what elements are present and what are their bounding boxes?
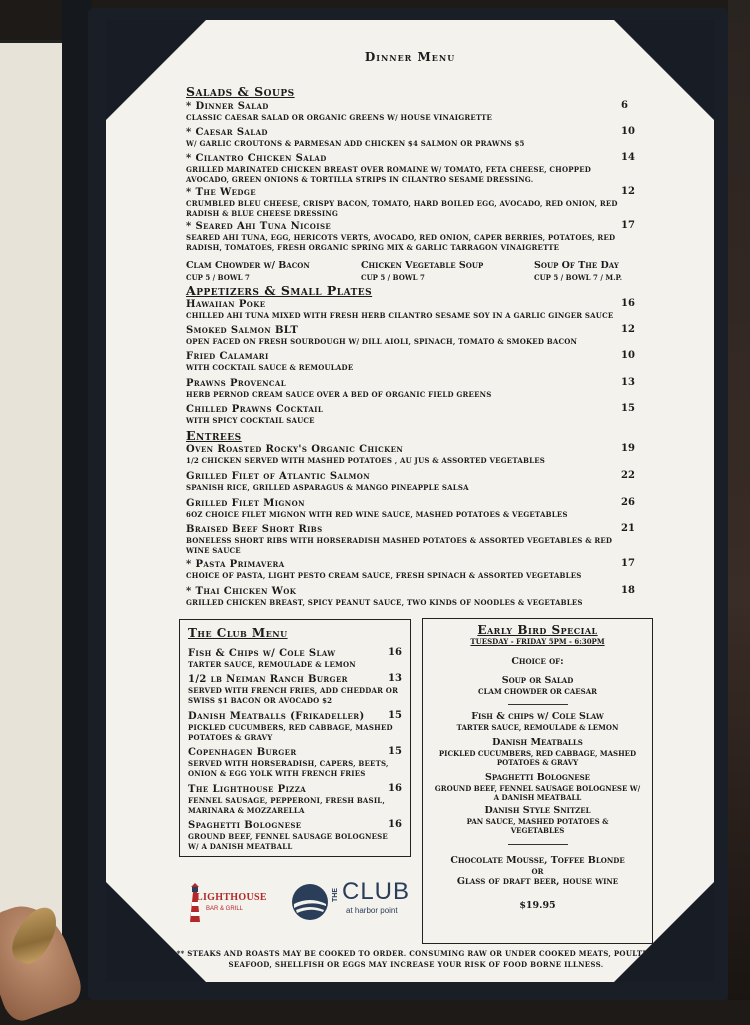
club-emblem-icon <box>290 882 330 922</box>
early-bird-item-description: TARTER SAUCE, REMOULADE & LEMON <box>456 723 619 732</box>
item-description: SERVED WITH HORSERADISH, CAPERS, BEETS, ONION & EGG YOLK WITH FRENCH FRIES <box>188 759 389 778</box>
menu-sheet <box>106 20 714 982</box>
item-name: 1/2 lb Neiman Ranch Burger <box>188 674 348 685</box>
club-item <box>188 783 400 816</box>
dessert-line: Chocolate Mousse, Toffee Blonde <box>450 854 625 866</box>
early-bird-item-description: GROUND BEEF, FENNEL SAUSAGE BOLOGNESE W/ A DANISH MEATBALL <box>434 783 641 802</box>
item-price: 10 <box>621 126 635 137</box>
item-name: Grilled Filet Mignon <box>186 498 305 509</box>
item-price: 16 <box>388 819 402 830</box>
club-item <box>188 819 400 852</box>
item-price: 17 <box>621 558 635 569</box>
choice-label: Choice of: <box>511 655 564 667</box>
club-logo-the: THE <box>332 888 339 902</box>
menu-item <box>186 324 636 347</box>
item-price: 12 <box>621 186 635 197</box>
item-price: 18 <box>621 585 635 596</box>
menu-item <box>186 152 636 185</box>
menu-item <box>186 100 636 123</box>
item-description: SPANISH RICE, GRILLED ASPARAGUS & MANGO PINEAPPLE SALSA <box>186 483 469 492</box>
item-name: Hawaiian Poke <box>186 299 266 310</box>
soup-name: Soup Of The Day <box>534 260 619 271</box>
item-name: * Pasta Primavera <box>186 559 285 570</box>
club-logo-name: CLUB <box>342 878 411 905</box>
item-name: Copenhagen Burger <box>188 747 297 758</box>
menu-item <box>186 470 636 493</box>
item-price: 16 <box>388 647 402 658</box>
item-description: GRILLED CHICKEN BREAST, SPICY PEANUT SAUCE, TWO KINDS OF NOODLES & VEGETABLES <box>186 598 583 607</box>
dessert-or: OR <box>531 866 544 876</box>
corner-pocket <box>106 20 206 120</box>
starter-description: CLAM CHOWDER OR CAESAR <box>478 686 597 696</box>
item-description: CRUMBLED BLEU CHEESE, CRISPY BACON, TOMATO, HARD BOILED EGG, AVOCADO, RED ONION, RED RADISH & BLUE CHEESE DRESSING <box>186 199 618 218</box>
item-name: Fried Calamari <box>186 351 269 362</box>
club-item <box>188 710 400 743</box>
item-price: 14 <box>621 152 635 163</box>
item-name: Smoked Salmon BLT <box>186 325 299 336</box>
soup-name: Chicken Vegetable Soup <box>361 260 484 271</box>
menu-item <box>186 220 636 253</box>
menu-item <box>186 585 636 608</box>
section-heading-entrees: Entrees <box>186 428 242 443</box>
soup-item <box>534 260 622 284</box>
item-name: Braised Beef Short Ribs <box>186 524 323 535</box>
club-item <box>188 746 400 779</box>
corner-pocket <box>106 882 206 982</box>
early-bird-item-name: Fish & chips w/ Cole Slaw <box>471 711 604 722</box>
item-name: * Caesar Salad <box>186 127 268 138</box>
item-price: 16 <box>621 298 635 309</box>
corner-pocket <box>614 882 714 982</box>
club-logo-subtext: at harbor point <box>346 906 398 915</box>
item-price: 21 <box>621 523 635 534</box>
item-description: BONELESS SHORT RIBS WITH HORSERADISH MASHED POTATOES & ASSORTED VEGETABLES & RED WINE SAUCE <box>186 536 613 555</box>
item-description: PICKLED CUCUMBERS, RED CABBAGE, MASHED POTATOES & GRAVY <box>188 723 393 742</box>
item-price: 17 <box>621 220 635 231</box>
soup-item <box>186 260 310 284</box>
item-name: * Cilantro Chicken Salad <box>186 153 327 164</box>
item-name: * Dinner Salad <box>186 101 269 112</box>
soup-price: CUP 5 / BOWL 7 <box>361 273 425 282</box>
item-name: Grilled Filet of Atlantic Salmon <box>186 471 371 482</box>
divider <box>508 844 568 845</box>
soup-price: CUP 5 / BOWL 7 / M.P. <box>534 273 623 282</box>
menu-item <box>186 558 636 581</box>
item-description: CHILLED AHI TUNA MIXED WITH FRESH HERB CILANTRO SESAME SOY IN A GARLIC GINGER SAUCE <box>186 311 614 320</box>
early-bird-heading: Early Bird Special <box>477 623 598 637</box>
corner-pocket <box>614 20 714 120</box>
item-name: * Seared Ahi Tuna Nicoise <box>186 221 332 232</box>
drink-line: Glass of draft beer, house wine <box>456 876 619 887</box>
menu-item <box>186 443 636 466</box>
item-description: TARTER SAUCE, REMOULADE & LEMON <box>188 660 356 669</box>
early-bird-hours: TUESDAY - FRIDAY 5PM - 6:30PM <box>470 637 605 646</box>
section-heading-appetizers: Appetizers & Small Plates <box>186 283 373 298</box>
menu-item <box>186 523 636 556</box>
item-price: 15 <box>388 746 402 757</box>
item-name: Oven Roasted Rocky's Organic Chicken <box>186 444 404 455</box>
item-price: 13 <box>388 673 402 684</box>
item-description: GRILLED MARINATED CHICKEN BREAST OVER ROMAINE W/ TOMATO, FETA CHEESE, CHOPPED AVOCADO, GREEN ONIONS & TORTILLA STRIPS IN CILANTRO SESAME DRESSING. <box>186 165 592 184</box>
item-name: * The Wedge <box>186 187 256 198</box>
club-item <box>188 647 400 670</box>
item-price: 19 <box>621 443 635 454</box>
section-heading-salads: Salads & Soups <box>186 84 295 99</box>
item-name: * Thai Chicken Wok <box>186 586 297 597</box>
item-description: CHOICE OF PASTA, LIGHT PESTO CREAM SAUCE, FRESH SPINACH & ASSORTED VEGETABLES <box>186 571 582 580</box>
menu-item <box>186 403 636 426</box>
menu-title: Dinner Menu <box>364 50 456 64</box>
club-menu-heading: The Club Menu <box>188 626 288 640</box>
soup-price: CUP 5 / BOWL 7 <box>186 273 250 282</box>
item-price: 6 <box>621 100 628 111</box>
item-description: HERB PERNOD CREAM SAUCE OVER A BED OF ORGANIC FIELD GREENS <box>186 390 492 399</box>
background <box>728 0 750 1000</box>
item-description: SEARED AHI TUNA, EGG, HERICOTS VERTS, AVOCADO, RED ONION, CAPER BERRIES, POTATOES, RED RADISH, TOMATOES, FRESH ORGANIC SPRING MIX & GARLIC TARRAGON VINAIGRETTE <box>186 233 616 252</box>
lighthouse-logo-text: LIGHTHOUSE <box>196 892 267 903</box>
item-description: GROUND BEEF, FENNEL SAUSAGE BOLOGNESE W/ A DANISH MEATBALL <box>188 832 388 851</box>
early-bird-item-description: PICKLED CUCUMBERS, RED CABBAGE, MASHED POTATOES & GRAVY <box>438 748 637 767</box>
item-description: 1/2 CHICKEN SERVED WITH MASHED POTATOES , AU JUS & ASSORTED VEGETABLES <box>186 456 546 465</box>
item-price: 16 <box>388 783 402 794</box>
menu-item <box>186 298 636 321</box>
early-bird-item-description: PAN SAUCE, MASHED POTATOES & VEGETABLES <box>466 816 609 835</box>
club-item <box>188 673 400 706</box>
menu-item <box>186 186 636 219</box>
item-description: FENNEL SAUSAGE, PEPPERONI, FRESH BASIL, MARINARA & MOZZARELLA <box>188 796 386 815</box>
item-description: W/ GARLIC CROUTONS & PARMESAN ADD CHICKEN $4 SALMON OR PRAWNS $5 <box>186 139 525 148</box>
item-price: 15 <box>621 403 635 414</box>
item-name: Chilled Prawns Cocktail <box>186 404 324 415</box>
item-name: The Lighthouse Pizza <box>188 784 307 795</box>
item-price: 12 <box>621 324 635 335</box>
item-price: 10 <box>621 350 635 361</box>
item-name: Fish & Chips w/ Cole Slaw <box>188 648 336 659</box>
item-name: Spaghetti Bolognese <box>188 820 302 831</box>
item-name: Prawns Provencal <box>186 378 287 389</box>
menu-item <box>186 377 636 400</box>
divider <box>508 704 568 705</box>
item-description: OPEN FACED ON FRESH SOURDOUGH W/ DILL AIOLI, SPINACH, TOMATO & SMOKED BACON <box>186 337 578 346</box>
item-name: Danish Meatballs (Frikadeller) <box>188 711 365 722</box>
club-menu-box <box>179 619 411 857</box>
item-price: 26 <box>621 497 635 508</box>
early-bird-item-name: Danish Style Snitzel <box>484 804 591 816</box>
item-description: WITH COCKTAIL SAUCE & REMOULADE <box>186 363 354 372</box>
item-description: SERVED WITH FRENCH FRIES, ADD CHEDDAR OR SWISS $1 BACON OR AVOCADO $2 <box>188 686 399 705</box>
item-price: 13 <box>621 377 635 388</box>
menu-item <box>186 350 636 373</box>
club-logo <box>290 878 414 922</box>
menu-item <box>186 497 636 520</box>
soup-item <box>361 260 483 284</box>
item-description: 6OZ CHOICE FILET MIGNON WITH RED WINE SAUCE, MASHED POTATOES & VEGETABLES <box>186 510 568 519</box>
food-safety-footnote: ** STEAKS AND ROASTS MAY BE COOKED TO ORDER. CONSUMING RAW OR UNDER COOKED MEATS, POULTRY, SEAFOOD, SHELLFISH OR EGGS MAY INCREASE YOUR RISK OF FOOD BORNE ILLNESS. <box>176 949 656 969</box>
starter-name: Soup or Salad <box>501 674 574 686</box>
soup-name: Clam Chowder w/ Bacon <box>186 260 310 271</box>
early-bird-item-name: Danish Meatballs <box>492 736 583 748</box>
item-description: WITH SPICY COCKTAIL SAUCE <box>186 416 315 425</box>
menu-item <box>186 126 636 149</box>
item-price: 22 <box>621 470 635 481</box>
early-bird-price: $19.95 <box>519 900 556 911</box>
early-bird-item-name: Spaghetti Bolognese <box>485 771 590 783</box>
item-price: 15 <box>388 710 402 721</box>
item-description: CLASSIC CAESAR SALAD OR ORGANIC GREENS W/ HOUSE VINAIGRETTE <box>186 113 493 122</box>
lighthouse-logo-subtext: BAR & GRILL <box>206 906 244 912</box>
